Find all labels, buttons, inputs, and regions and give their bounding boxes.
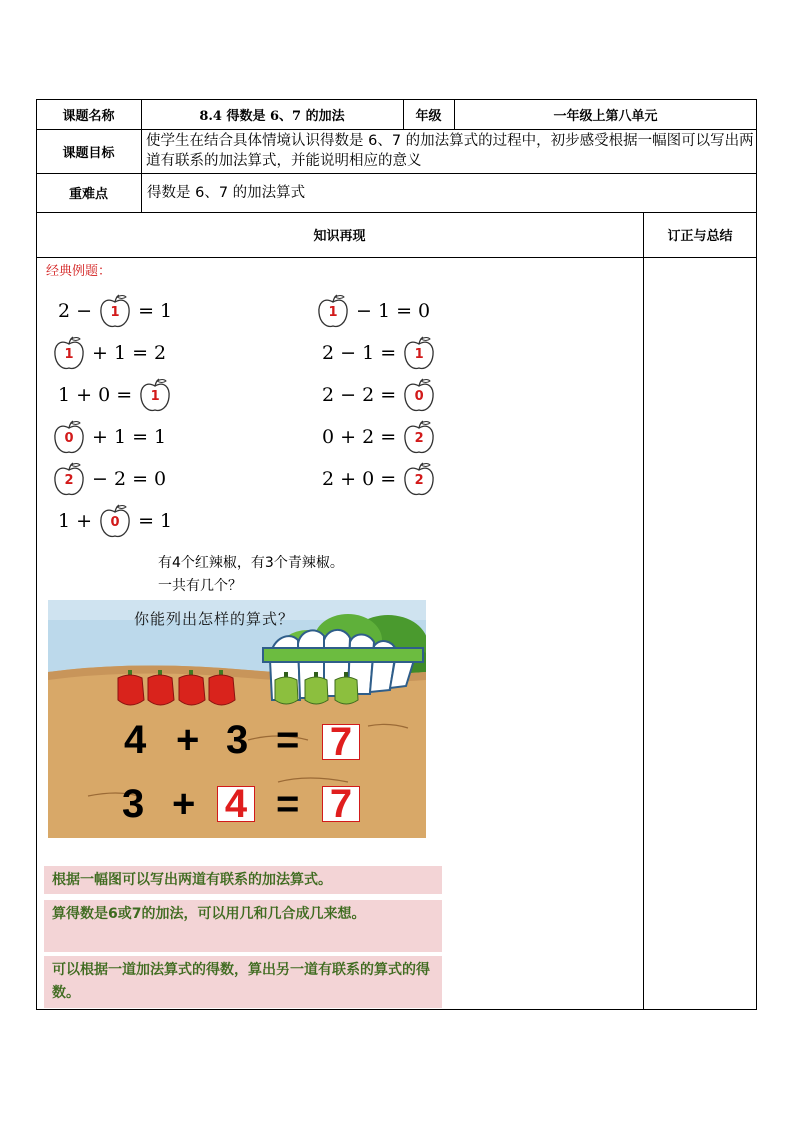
apple-icon (402, 461, 436, 497)
equation-left-part: 2 − 2 = (322, 384, 397, 406)
left-equation (52, 416, 292, 458)
pic-eq1-b: 3 (226, 718, 249, 762)
right-equation (316, 332, 556, 374)
equation-right-part: − 2 = 0 (92, 468, 167, 490)
equation-left-part: 1 + (58, 510, 93, 532)
right-equation-column (316, 290, 556, 500)
story-line-2: 一共有几个？ (158, 578, 242, 594)
topic-value: 8.4 得数是 6、7 的加法 (199, 109, 345, 124)
equation-right-part: + 1 = 2 (92, 342, 167, 364)
apple-icon (52, 419, 86, 455)
right-equation (316, 374, 556, 416)
apple-number: 2 (414, 431, 424, 446)
apple-icon (98, 503, 132, 539)
equation-right-part: = 1 (138, 510, 173, 532)
left-equation (52, 332, 292, 374)
note-2: 算得数是6或7的加法，可以用几和几合成几来想。 (44, 900, 442, 952)
apple-number: 1 (64, 347, 74, 362)
equation-left-part: 2 + 0 = (322, 468, 397, 490)
apple-icon (138, 377, 172, 413)
left-equation (52, 374, 292, 416)
right-equation (316, 416, 556, 458)
goal-label: 课题目标 (62, 146, 115, 161)
apple-icon (98, 293, 132, 329)
key-label: 重难点 (68, 187, 108, 202)
right-equation (316, 290, 556, 332)
note-1: 根据一幅图可以写出两道有联系的加法算式。 (44, 866, 442, 894)
review-column-header: 订正与总结 (667, 229, 733, 244)
equation-left-part: 1 + 0 = (58, 384, 133, 406)
apple-number: 0 (110, 515, 120, 530)
pic-eq1-eq: = (276, 718, 300, 762)
pic-eq1-a: 4 (124, 718, 147, 762)
pic-eq2-eq: = (276, 782, 300, 826)
pic-eq2-op: + (172, 782, 196, 826)
apple-icon (402, 335, 436, 371)
pic-eq1-op: + (176, 718, 200, 762)
knowledge-column-header: 知识再现 (313, 229, 366, 244)
equation-left-part: 0 + 2 = (322, 426, 397, 448)
story-line-1: 有4个红辣椒，有3个青辣椒。 (158, 555, 344, 571)
pic-eq2-b: 4 (217, 786, 255, 822)
equation-right-part: = 1 (138, 300, 173, 322)
note-3: 可以根据一道加法算式的得数，算出另一道有联系的算式的得数。 (44, 956, 442, 1008)
equation-left-part: 2 − 1 = (322, 342, 397, 364)
col-divider (643, 212, 644, 1010)
left-equation-column (52, 290, 292, 542)
pic-eq2-result: 7 (322, 786, 360, 822)
picture-question: 你能列出怎样的算式？ (134, 610, 295, 628)
pic-eq2-a: 3 (122, 782, 145, 826)
pepper-picture (48, 600, 426, 838)
apple-icon (402, 377, 436, 413)
apple-number: 1 (328, 305, 338, 320)
apple-icon (52, 335, 86, 371)
equation-left-part: 2 − (58, 300, 93, 322)
pic-eq1-result: 7 (322, 724, 360, 760)
equation-right-part: − 1 = 0 (356, 300, 431, 322)
apple-number: 1 (110, 305, 120, 320)
apple-number: 0 (414, 389, 424, 404)
equation-right-part: + 1 = 1 (92, 426, 167, 448)
apple-icon (52, 461, 86, 497)
left-equation (52, 500, 292, 542)
left-equation (52, 290, 292, 332)
right-equation (316, 458, 556, 500)
apple-icon (316, 293, 350, 329)
goal-value: 使学生在结合具体情境认识得数是 6、7 的加法算式的过程中，初步感受根据一幅图可以写出两道有联系的加法算式，并能说明相应的意义 (146, 133, 754, 169)
left-equation (52, 458, 292, 500)
apple-icon (402, 419, 436, 455)
apple-number: 0 (64, 431, 74, 446)
key-value: 得数是 6、7 的加法算式 (147, 185, 306, 201)
example-label: 经典例题： (46, 264, 112, 279)
grade-value: 一年级上第八单元 (553, 109, 658, 124)
apple-number: 2 (414, 473, 424, 488)
row-divider (36, 173, 757, 174)
apple-number: 1 (414, 347, 424, 362)
row-divider (36, 257, 757, 258)
topic-label: 课题名称 (62, 109, 115, 124)
green-peppers (275, 672, 358, 704)
apple-number: 1 (150, 389, 160, 404)
grade-label: 年级 (415, 109, 442, 124)
apple-number: 2 (64, 473, 74, 488)
